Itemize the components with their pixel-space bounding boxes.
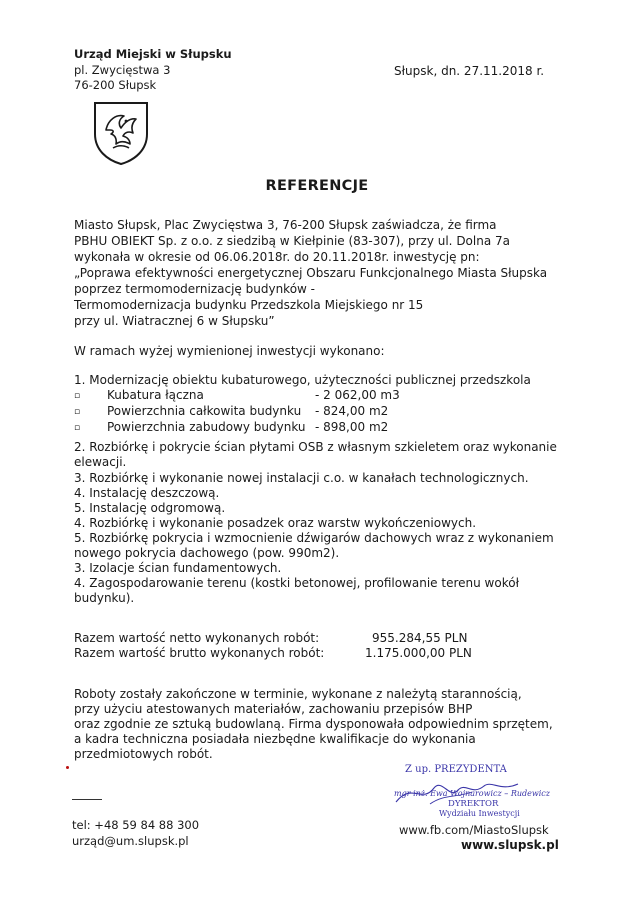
closing-line: przy użyciu atestowanych materiałów, zachowaniu przepisów BHP [74, 702, 473, 716]
ink-mark [66, 766, 69, 769]
sender-city: 76-200 Słupsk [74, 78, 157, 92]
stamp-line-3: DYREKTOR [448, 799, 499, 809]
work-item: nowego pokrycia dachowego (pow. 990m2). [74, 546, 340, 560]
bullet-marker: ▫ [74, 407, 81, 417]
total-gross-label: Razem wartość brutto wykonanych robót: [74, 646, 325, 660]
intro-line: „Poprawa efektywności energetycznej Obszaru Funkcjonalnego Miasta Słupska [74, 266, 548, 280]
intro-line: poprzez termomodernizację budynków - [74, 282, 315, 296]
scope-intro: W ramach wyżej wymienionej inwestycji wykonano: [74, 344, 385, 358]
closing-line: oraz zgodnie ze sztuką budowlaną. Firma dysponowała odpowiednim sprzętem, [74, 717, 553, 731]
work-item: 5. Instalację odgromową. [74, 501, 226, 515]
stamp-line-4: Wydziału Inwestycji [439, 809, 520, 818]
metric-value: - 2 062,00 m3 [315, 388, 400, 402]
metric-value: - 824,00 m2 [315, 404, 389, 418]
work-item: 1. Modernizację obiektu kubaturowego, użyteczności publicznej przedszkola [74, 373, 531, 387]
closing-line: Roboty zostały zakończone w terminie, wykonane z należytą starannością, [74, 687, 522, 701]
city-crest-icon [92, 100, 150, 166]
work-item: 3. Izolacje ścian fundamentowych. [74, 561, 282, 575]
work-item: elewacji. [74, 455, 127, 469]
intro-line: Termomodernizacja budynku Przedszkola Miejskiego nr 15 [74, 298, 424, 312]
bullet-marker: ▫ [74, 423, 81, 433]
closing-line: przedmiotowych robót. [74, 747, 213, 761]
stamp-line-2: mgr inż. Ewa Wojnarowicz – Rudewicz [394, 789, 550, 798]
footer-divider [72, 799, 102, 800]
document-title: REFERENCJE [265, 178, 369, 194]
total-net-value: 955.284,55 PLN [372, 631, 468, 645]
total-gross-value: 1.175.000,00 PLN [365, 646, 472, 660]
work-item: 5. Rozbiórkę pokrycia i wzmocnienie dźwigarów dachowych wraz z wykonaniem [74, 531, 554, 545]
total-net-label: Razem wartość netto wykonanych robót: [74, 631, 320, 645]
handwritten-signature [392, 774, 522, 810]
work-item: 4. Instalację deszczową. [74, 486, 220, 500]
metric-label: Powierzchnia całkowita budynku [107, 404, 302, 418]
sender-street: pl. Zwycięstwa 3 [74, 63, 171, 77]
work-item: 3. Rozbiórkę i wykonanie nowej instalacji c.o. w kanałach technologicznych. [74, 471, 529, 485]
intro-line: wykonała w okresie od 06.06.2018r. do 20.11.2018r. inwestycję pn: [74, 250, 480, 264]
metric-value: - 898,00 m2 [315, 420, 389, 434]
sender-name: Urząd Miejski w Słupsku [74, 47, 232, 61]
metric-label: Powierzchnia zabudowy budynku [107, 420, 306, 434]
work-item: budynku). [74, 591, 135, 605]
intro-line: Miasto Słupsk, Plac Zwycięstwa 3, 76-200 Słupsk zaświadcza, że firma [74, 218, 497, 232]
place-date: Słupsk, dn. 27.11.2018 r. [394, 64, 545, 78]
contact-phone: tel: +48 59 84 88 300 [72, 818, 200, 832]
work-item: 4. Zagospodarowanie terenu (kostki betonowej, profilowanie terenu wokół [74, 576, 519, 590]
intro-line: PBHU OBIEKT Sp. z o.o. z siedzibą w Kiełpinie (83-307), przy ul. Dolna 7a [74, 234, 510, 248]
bullet-marker: ▫ [74, 391, 81, 401]
facebook-link[interactable]: www.fb.com/MiastoSlupsk [399, 823, 549, 837]
contact-email[interactable]: urząd@um.slupsk.pl [72, 834, 189, 848]
intro-line: przy ul. Wiatracznej 6 w Słupsku” [74, 314, 275, 328]
stamp-line-1: Z up. PREZYDENTA [405, 764, 507, 775]
work-item: 4. Rozbiórkę i wykonanie posadzek oraz warstw wykończeniowych. [74, 516, 477, 530]
website-link[interactable]: www.slupsk.pl [461, 838, 559, 852]
metric-label: Kubatura łączna [107, 388, 204, 402]
closing-line: a kadra techniczna posiadała niezbędne kwalifikacje do wykonania [74, 732, 476, 746]
work-item: 2. Rozbiórkę i pokrycie ścian płytami OSB z własnym szkieletem oraz wykonanie [74, 440, 557, 454]
